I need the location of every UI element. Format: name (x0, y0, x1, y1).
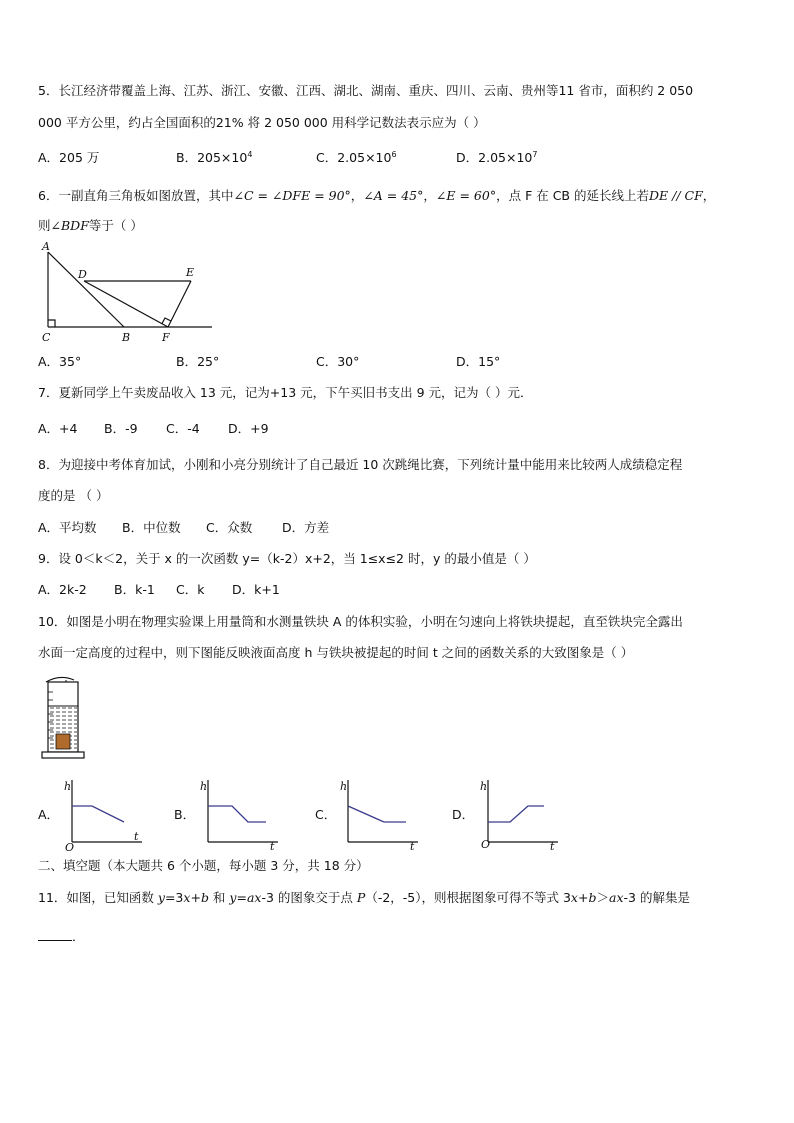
q6-text-c: ， (423, 188, 436, 203)
q11-text-c: + (190, 890, 201, 905)
q10-graph-a-curve (72, 806, 124, 822)
q11-math-y2: y (229, 890, 237, 905)
q10-iron-block (56, 734, 70, 749)
q6-right-angle-c (48, 320, 55, 327)
q11-text-h: + (577, 890, 589, 905)
q6-text-g: 等于（ ） (88, 218, 143, 233)
q11-math-ax1: ax (246, 890, 262, 905)
q6-option-b: B．25° (176, 354, 220, 369)
q5-option-b (176, 149, 316, 167)
q5-option-b-base: 205×10 (197, 150, 248, 165)
q9-option-d: D．k+1 (232, 582, 280, 597)
q8-line2: 度的是 （ ） (38, 488, 109, 503)
q10-line1: 10．如图是小明在物理实验课上用量筒和水测量铁块 A 的体积实验，小明在匀速向上将铁块提起，直至铁块完全露出 (38, 614, 683, 629)
q11-end-period: ． (72, 929, 85, 944)
q10-graph-b-h-label: h (200, 780, 208, 793)
q10-graph-b (198, 776, 282, 852)
q10-graph-b-curve (208, 806, 266, 822)
q10-option-label-a: A． (38, 807, 60, 822)
q9-option-b: B．k-1 (114, 582, 155, 597)
q5-option-a: A．205 万 (38, 150, 100, 165)
q6-option-d: D．15° (456, 354, 501, 369)
q11-text-f: -3 的图象交于点 (261, 890, 357, 905)
q11-text-d: 和 (208, 890, 230, 905)
q5-option-d (456, 149, 537, 167)
q8-option-b: B．中位数 (122, 520, 181, 535)
q6-text-d: ，点 F 在 CB 的延长线上若 (496, 188, 649, 203)
q6-label-b: B (122, 331, 131, 344)
q6-line-ef (168, 281, 191, 327)
q10-option-label-c: C． (315, 807, 337, 822)
q6-triangle-figure (36, 240, 216, 350)
q11-math-y1: y (157, 890, 165, 905)
q6-math-parallel: DE // CF (648, 188, 703, 203)
q10-cylinder-base (42, 752, 84, 758)
q10-graph-c-curve (348, 806, 406, 822)
q7-options (38, 420, 269, 438)
q11-answer-line (38, 928, 85, 946)
q11-math-ax2: ax (609, 890, 624, 905)
q6-label-d: D (78, 268, 87, 281)
q5-option-b-label: B． (176, 150, 198, 165)
q6-line-df (84, 281, 168, 327)
q11-math-b1: b (200, 890, 209, 905)
q10-graph-a-h-label: h (64, 780, 72, 793)
q5-option-c (316, 149, 456, 167)
q11-text-b: =3 (164, 890, 184, 905)
q5-option-b-exp: 4 (247, 149, 253, 159)
q6-label-f: F (162, 331, 170, 344)
q6-text-b: ， (350, 188, 364, 203)
q5-option-c-exp: 6 (391, 149, 397, 159)
q5-option-c-label: C． (316, 150, 338, 165)
q7-option-b: B．-9 (104, 421, 138, 436)
q6-option-c: C．30° (316, 354, 360, 369)
q11-math-x1: x (183, 890, 191, 905)
q9-option-c: C．k (176, 582, 205, 597)
q6-math-angle-c: ∠C = ∠DFE = 90° (233, 188, 351, 203)
q8-option-c: C．众数 (206, 520, 253, 535)
q5-option-d-base: 2.05×10 (478, 150, 533, 165)
q8-option-a: A．平均数 (38, 520, 97, 535)
q6-line2 (38, 217, 143, 235)
q11-text-e: = (236, 890, 247, 905)
q6-math-angle-a: ∠A = 45° (363, 188, 424, 203)
q11-math-b2: b (588, 890, 597, 905)
q6-math-angle-bdf: ∠BDF (50, 218, 89, 233)
q6-text-a: 6．一副直角三角板如图放置，其中 (38, 188, 234, 203)
q6-label-e: E (186, 266, 195, 279)
q10-graph-a-t-label: t (134, 830, 139, 843)
q9-options (38, 581, 280, 599)
q11-answer-blank[interactable] (38, 928, 72, 941)
q6-line1 (38, 187, 715, 205)
q10-graph-d-t-label: t (550, 840, 555, 853)
q5-option-d-exp: 7 (532, 149, 538, 159)
section-2-title: 二、填空题（本大题共 6 个小题，每小题 3 分，共 18 分） (38, 858, 369, 873)
q6-text-e: ， (702, 188, 716, 203)
q10-graph-b-t-label: t (270, 840, 275, 853)
q5-options (38, 149, 537, 167)
q5-option-d-label: D． (456, 150, 479, 165)
q6-options (38, 353, 500, 371)
q7-text: 7．夏新同学上午卖废品收入 13 元，记为+13 元，下午买旧书支出 9 元，记为（ ）元． (38, 385, 533, 400)
q7-option-c: C．-4 (166, 421, 200, 436)
q6-label-a: A (42, 240, 50, 253)
q10-option-label-b: B． (174, 807, 196, 822)
q10-graph-d-h-label: h (480, 780, 488, 793)
q11-text-g: （-2，-5），则根据图象可得不等式 3 (365, 890, 571, 905)
q6-math-angle-e: ∠E = 60° (435, 188, 497, 203)
q10-option-label-d: D． (452, 807, 475, 822)
q5-line1: 5．长江经济带覆盖上海、江苏、浙江、安徽、江西、湖北、湖南、重庆、四川、云南、贵州等11 省市，面积约 2 050 (38, 83, 694, 98)
q5-line2: 000 平方公里，约占全国面积的21% 将 2 050 000 用科学记数法表示应为（ ） (38, 115, 486, 130)
q10-graph-a-origin: O (65, 841, 75, 854)
q6-text-f: 则 (38, 218, 51, 233)
q11-math-p: P (356, 890, 366, 905)
q7-option-d: D．+9 (228, 421, 269, 436)
q10-graph-d-curve (488, 806, 544, 822)
q8-option-d: D．方差 (282, 520, 330, 535)
q11-text (38, 889, 690, 907)
q8-line1: 8．为迎接中考体育加试，小刚和小亮分别统计了自己最近 10 次跳绳比赛，下列统计量中能用来比较两人成绩稳定程 (38, 457, 683, 472)
q11-text-a: 11．如图，已知函数 (38, 890, 158, 905)
q6-label-c: C (42, 331, 51, 344)
q9-text: 9．设 0＜k＜2，关于 x 的一次函数 y=（k-2）x+2，当 1≤x≤2 时，y 的最小值是（ ） (38, 551, 536, 566)
q10-string-hook (46, 677, 74, 682)
q5-option-c-base: 2.05×10 (337, 150, 392, 165)
q10-graph-c (338, 776, 422, 852)
q10-line2: 水面一定高度的过程中，则下图能反映液面高度 h 与铁块被提起的时间 t 之间的函数关系的大致图象是（ ） (38, 645, 634, 660)
q11-text-i: ＞ (596, 890, 609, 905)
q6-line-ab (48, 252, 124, 327)
q11-text-j: -3 的解集是 (623, 890, 690, 905)
q11-math-x2: x (570, 890, 578, 905)
q10-graph-d-origin: O (481, 838, 491, 851)
q8-options (38, 519, 329, 537)
q6-option-a: A．35° (38, 354, 82, 369)
q10-graph-c-t-label: t (410, 840, 415, 853)
q10-graph-d (478, 776, 562, 852)
q7-option-a: A．+4 (38, 421, 78, 436)
q10-graduated-cylinder-figure (38, 674, 86, 762)
q9-option-a: A．2k-2 (38, 582, 87, 597)
q10-graph-a (62, 776, 146, 852)
q10-graph-c-h-label: h (340, 780, 348, 793)
